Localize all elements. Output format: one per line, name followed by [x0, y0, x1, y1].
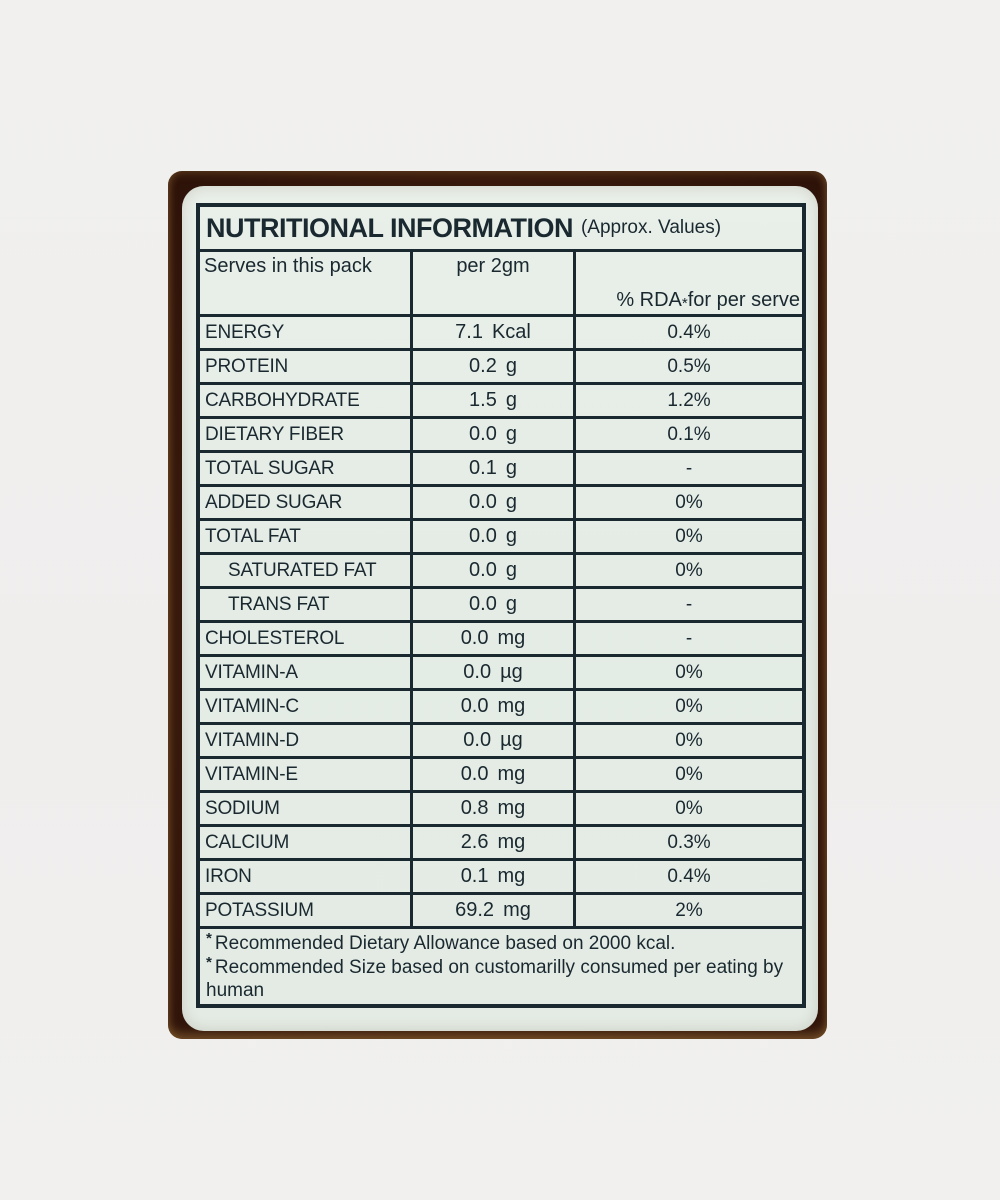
rda-header-suffix: for per serve	[687, 289, 800, 312]
nutrient-rda: 0.4%	[667, 321, 711, 343]
nutrient-amount: 0.0	[469, 559, 497, 582]
nutrition-table	[196, 203, 806, 1008]
nutrient-name: DIETARY FIBER	[200, 419, 413, 450]
nutrient-unit: g	[505, 457, 517, 480]
nutrient-amount-cell	[413, 351, 576, 382]
nutrient-amount-cell	[413, 725, 576, 756]
nutrient-rda: 0%	[675, 797, 703, 819]
nutrient-row	[200, 657, 802, 691]
nutrient-name: POTASSIUM	[200, 895, 413, 926]
nutrient-rda: 0%	[675, 695, 703, 717]
nutrient-amount: 0.0	[460, 695, 489, 718]
nutrient-amount-cell	[413, 385, 576, 416]
nutrient-amount: 0.1	[469, 457, 497, 480]
nutrient-name: ENERGY	[200, 317, 413, 348]
nutrient-unit: g	[505, 491, 517, 514]
nutrient-amount-cell	[413, 759, 576, 790]
nutrient-rda: 0.5%	[667, 355, 711, 377]
nutrient-name: CHOLESTEROL	[200, 623, 413, 654]
nutrient-amount-cell	[413, 419, 576, 450]
footnote-text: Recommended Dietary Allowance based on 2000 kcal.	[214, 933, 676, 955]
nutrient-amount: 2.6	[460, 831, 489, 854]
nutrient-amount: 0.0	[469, 525, 497, 548]
nutrient-name: VITAMIN-C	[200, 691, 413, 722]
nutrient-rda: -	[685, 593, 693, 615]
nutrient-row	[200, 589, 802, 623]
nutrient-rda: 1.2%	[667, 389, 711, 411]
nutrient-row	[200, 895, 802, 929]
nutrient-amount-cell	[413, 793, 576, 824]
nutrient-unit: g	[505, 559, 517, 582]
nutrient-name: TRANS FAT	[200, 589, 413, 620]
nutrient-unit: mg	[497, 627, 526, 650]
nutrient-amount-cell	[413, 453, 576, 484]
nutrient-rda: 0%	[675, 525, 703, 547]
nutrient-amount: 0.0	[469, 491, 497, 514]
nutrient-name: IRON	[200, 861, 413, 892]
nutrient-unit: mg	[497, 763, 526, 786]
nutrient-name: SATURATED FAT	[200, 555, 413, 586]
nutrient-name: CARBOHYDRATE	[200, 385, 413, 416]
nutrient-unit: mg	[497, 865, 526, 888]
nutrient-row	[200, 453, 802, 487]
nutrient-unit: Kcal	[491, 321, 531, 344]
nutrient-rda: -	[685, 627, 693, 649]
nutrient-amount-cell	[413, 827, 576, 858]
col-header-rda	[576, 252, 802, 314]
nutrient-amount: 0.0	[460, 763, 489, 786]
nutrient-amount-cell	[413, 487, 576, 518]
nutrient-rda: 2%	[675, 899, 703, 921]
nutrient-unit: g	[505, 423, 517, 446]
nutrient-row	[200, 385, 802, 419]
nutrient-amount-cell	[413, 623, 576, 654]
nutrient-unit: µg	[500, 661, 523, 684]
nutrient-unit: mg	[497, 831, 526, 854]
nutrient-amount-cell	[413, 861, 576, 892]
nutrient-row	[200, 793, 802, 827]
table-title-suffix: (Approx. Values)	[580, 217, 722, 239]
nutrient-rda: 0%	[675, 491, 703, 513]
nutrient-amount: 7.1	[455, 321, 483, 344]
nutrient-rda: 0.3%	[667, 831, 711, 853]
nutrient-amount: 0.0	[463, 661, 492, 684]
nutrient-name: TOTAL SUGAR	[200, 453, 413, 484]
nutrient-row	[200, 725, 802, 759]
nutrient-amount-cell	[413, 657, 576, 688]
footnote-area	[200, 929, 802, 1004]
nutrient-rda: 0%	[675, 559, 703, 581]
nutrient-row	[200, 351, 802, 385]
nutrient-amount: 0.1	[460, 865, 489, 888]
nutrient-amount: 1.5	[469, 389, 497, 412]
column-header-row	[200, 252, 802, 317]
nutrient-name: VITAMIN-D	[200, 725, 413, 756]
rda-header-prefix: % RDA	[616, 289, 682, 312]
rda-header-asterisk: *	[681, 295, 688, 313]
nutrient-row	[200, 861, 802, 895]
nutrient-name: PROTEIN	[200, 351, 413, 382]
nutrient-name: VITAMIN-A	[200, 657, 413, 688]
nutrient-amount-cell	[413, 317, 576, 348]
nutrient-rda: 0.4%	[667, 865, 711, 887]
nutrient-name: TOTAL FAT	[200, 521, 413, 552]
nutrient-unit: mg	[497, 695, 526, 718]
nutrient-amount: 0.0	[469, 593, 497, 616]
nutrient-unit: mg	[503, 899, 531, 922]
nutrient-rda: 0%	[675, 763, 703, 785]
nutrient-name: ADDED SUGAR	[200, 487, 413, 518]
nutrient-name: CALCIUM	[200, 827, 413, 858]
col-header-per-amount: per 2gm	[413, 252, 576, 314]
footnote	[206, 932, 796, 955]
nutrient-unit: g	[505, 355, 517, 378]
nutrient-amount: 69.2	[455, 899, 495, 922]
nutrient-row	[200, 419, 802, 453]
nutrient-name: VITAMIN-E	[200, 759, 413, 790]
nutrient-row	[200, 691, 802, 725]
nutrient-amount: 0.8	[460, 797, 489, 820]
nutrient-amount: 0.0	[460, 627, 489, 650]
nutrient-rda: 0%	[675, 729, 703, 751]
nutrient-rows	[200, 317, 802, 929]
nutrient-row	[200, 317, 802, 351]
table-title-row	[200, 207, 802, 252]
nutrient-row	[200, 759, 802, 793]
nutrient-row	[200, 521, 802, 555]
nutrient-amount-cell	[413, 895, 576, 926]
nutrient-rda: 0.1%	[667, 423, 711, 445]
nutrient-amount: 0.0	[469, 423, 497, 446]
nutrient-name: SODIUM	[200, 793, 413, 824]
nutrient-unit: g	[505, 389, 517, 412]
footnote-text: Recommended Size based on customarilly consumed per eating by human	[206, 956, 784, 1001]
nutrient-amount-cell	[413, 691, 576, 722]
nutrient-amount-cell	[413, 589, 576, 620]
nutrient-unit: mg	[497, 797, 526, 820]
nutrient-row	[200, 487, 802, 521]
col-header-serves: Serves in this pack	[200, 252, 413, 314]
nutrient-amount-cell	[413, 555, 576, 586]
nutrient-row	[200, 827, 802, 861]
nutrient-row	[200, 623, 802, 657]
table-title: NUTRITIONAL INFORMATION	[206, 212, 573, 243]
nutrient-rda: 0%	[675, 661, 703, 683]
nutrient-row	[200, 555, 802, 589]
nutrient-amount: 0.0	[463, 729, 492, 752]
nutrient-rda: -	[685, 457, 693, 479]
nutrient-amount: 0.2	[469, 355, 497, 378]
nutrient-amount-cell	[413, 521, 576, 552]
nutrient-unit: g	[505, 525, 517, 548]
nutrient-unit: g	[505, 593, 517, 616]
footnote	[206, 953, 796, 1002]
footnote-asterisk: *	[206, 953, 212, 971]
footnote-asterisk: *	[206, 930, 212, 948]
nutrient-unit: µg	[500, 729, 523, 752]
